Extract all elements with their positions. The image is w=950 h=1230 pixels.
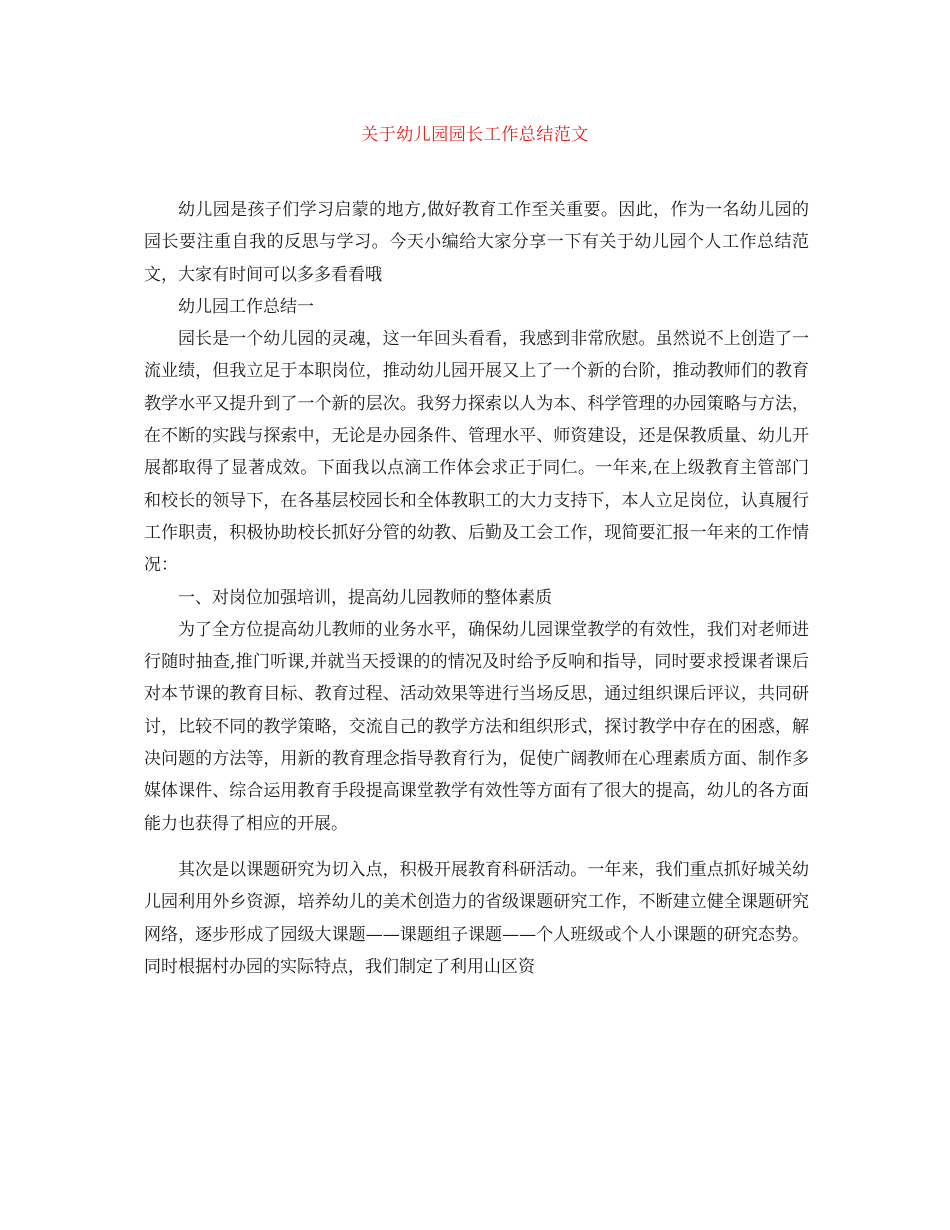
- body-paragraph: 为了全方位提高幼儿教师的业务水平，确保幼儿园课堂教学的有效性，我们对老师进行随时抽查,推门听课,并就当天授课的的情况及时给予反响和指导，同时要求授课者课后对本节课的教育目标、教育过程、活动效果等进行当场反思，通过组织课后评议，共同研讨，比较不同的教学策略，交流自己的教学方法和组织形式，探讨教学中存在的困惑，解决问题的方法等，用新的教育理念指导教育行为，促使广阔教师在心理素质方面、制作多媒体课件、综合运用教育手段提高课堂教学有效性等方面有了很大的提高，幼儿的各方面能力也获得了相应的开展。: [144, 619, 809, 834]
- document-body: [144, 194, 809, 983]
- section-heading-training: 一、对岗位加强培训，提高幼儿园教师的整体素质: [178, 587, 552, 608]
- body-paragraph: 园长是一个幼儿园的灵魂，这一年回头看看，我感到非常欣慰。虽然说不上创造了一流业绩，但我立足于本职岗位，推动幼儿园开展又上了一个新的台阶，推动教师们的教育教学水平又提升到了一个新的层次。我努力探索以人为本、科学管理的办园策略与方法，在不断的实践与探索中，无论是办园条件、管理水平、师资建设，还是保教质量、幼儿开展都取得了显著成效。下面我以点滴工作体会求正于同仁。一年来,在上级教育主管部门和校长的领导下，在各基层校园长和全体教职工的大力支持下，本人立足岗位，认真履行工作职责，积极协助校长抓好分管的幼教、后勤及工会工作，现简要汇报一年来的工作情况：: [144, 329, 809, 576]
- body-paragraph: 其次是以课题研究为切入点，积极开展教育科研活动。一年来，我们重点抓好城关幼儿园利用外乡资源，培养幼儿的美术创造力的省级课题研究工作，不断建立健全课题研究网络，逐步形成了园级大课题——课题组子课题——个人班级或个人小课题的研究态势。同时根据村办园的实际特点，我们制定了利用山区资: [144, 859, 809, 977]
- intro-paragraph: 幼儿园是孩子们学习启蒙的地方,做好教育工作至关重要。因此，作为一名幼儿园的园长要注重自我的反思与学习。今天小编给大家分享一下有关于幼儿园个人工作总结范文，大家有时间可以多多看看哦: [144, 200, 809, 285]
- section-heading-summary-one: 幼儿园工作总结一: [178, 296, 314, 317]
- document-title: 关于幼儿园园长工作总结范文: [361, 125, 589, 145]
